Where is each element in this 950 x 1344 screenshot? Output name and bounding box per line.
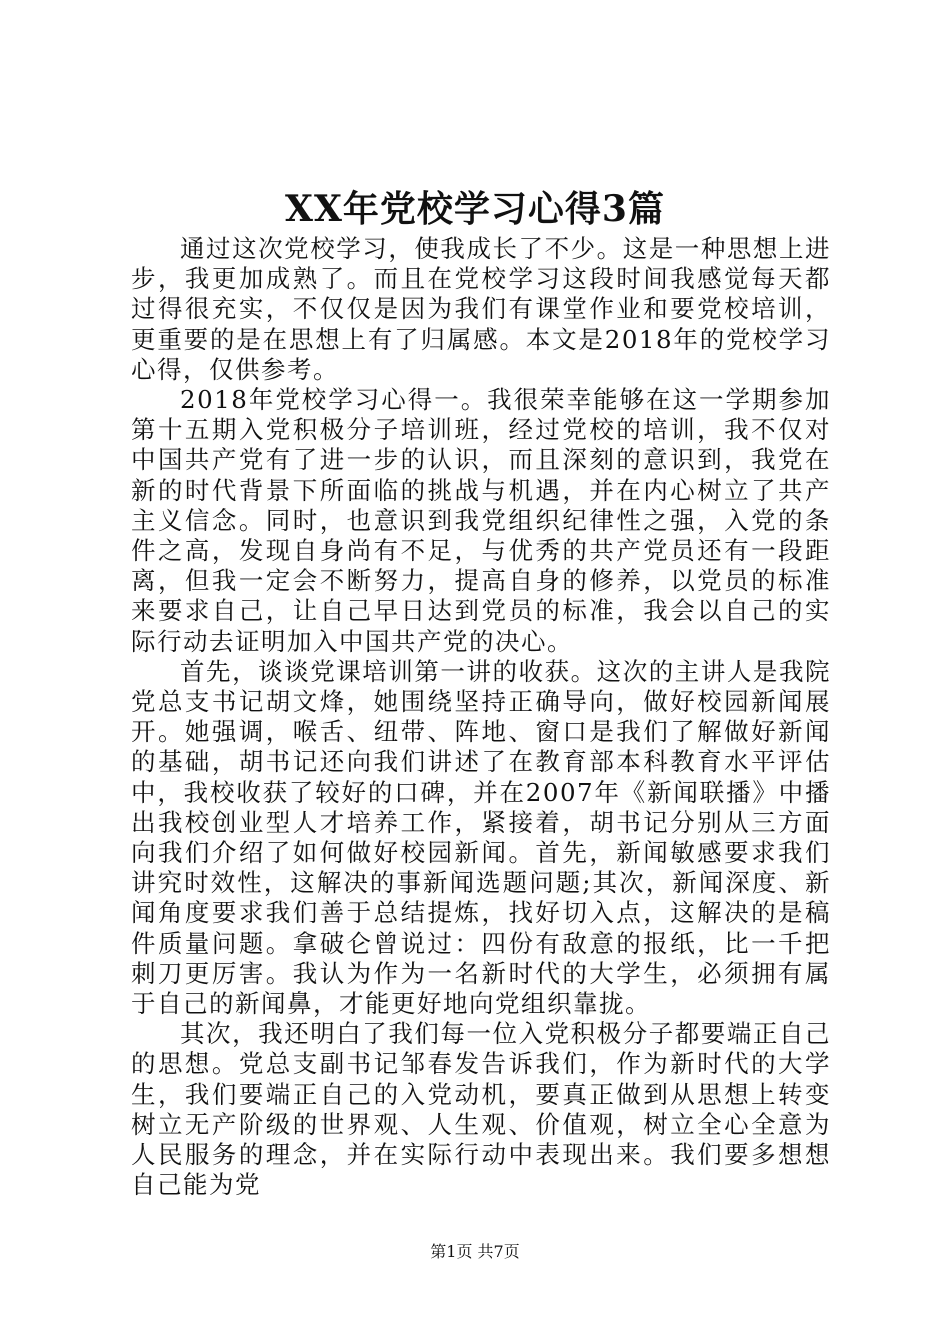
- paragraph-intro: 通过这次党校学习，使我成长了不少。这是一种思想上进步，我更加成熟了。而且在党校学习这段时间我感觉每天都过得很充实，不仅仅是因为我们有课堂作业和要党校培训，更重要的是在思想上有了归属感。本文是2018年的党校学习心得，仅供参考。: [131, 234, 831, 384]
- paragraph-first-lecture: 首先，谈谈党课培训第一讲的收获。这次的主讲人是我院党总支书记胡文烽，她围绕坚持正确导向，做好校园新闻展开。她强调，喉舌、纽带、阵地、窗口是我们了解做好新闻的基础，胡书记还向我们讲述了在教育部本科教育水平评估中，我校收获了较好的口碑，并在2007年《新闻联播》中播出我校创业型人才培养工作，紧接着，胡书记分别从三方面向我们介绍了如何做好校园新闻。首先，新闻敏感要求我们讲究时效性，这解决的事新闻选题问题;其次，新闻深度、新闻角度要求我们善于总结提炼，找好切入点，这解决的是稿件质量问题。拿破仑曾说过：四份有敌意的报纸，比一千把刺刀更厉害。我认为作为一名新时代的大学生，必须拥有属于自己的新闻鼻，才能更好地向党组织靠拢。: [131, 656, 831, 1019]
- document-body: [131, 234, 831, 1201]
- paragraph-second-point: 其次，我还明白了我们每一位入党积极分子都要端正自己的思想。党总支副书记邹春发告诉我们，作为新时代的大学生，我们要端正自己的入党动机，要真正做到从思想上转变树立无产阶级的世界观、人生观、价值观，树立全心全意为人民服务的理念，并在实际行动中表现出来。我们要多想想自己能为党: [131, 1019, 831, 1200]
- page-number-footer: 第1页 共7页: [430, 1242, 520, 1261]
- document-title: XX年党校学习心得3篇: [285, 188, 665, 230]
- paragraph-first-reflection: 2018年党校学习心得一。我很荣幸能够在这一学期参加第十五期入党积极分子培训班，经过党校的培训，我不仅对中国共产党有了进一步的认识，而且深刻的意识到，我党在新的时代背景下所面临的挑战与机遇，并在内心树立了共产主义信念。同时，也意识到我党组织纪律性之强，入党的条件之高，发现自身尚有不足，与优秀的共产党员还有一段距离，但我一定会不断努力，提高自身的修养，以党员的标准来要求自己，让自己早日达到党员的标准，我会以自己的实际行动去证明加入中国共产党的决心。: [131, 385, 831, 656]
